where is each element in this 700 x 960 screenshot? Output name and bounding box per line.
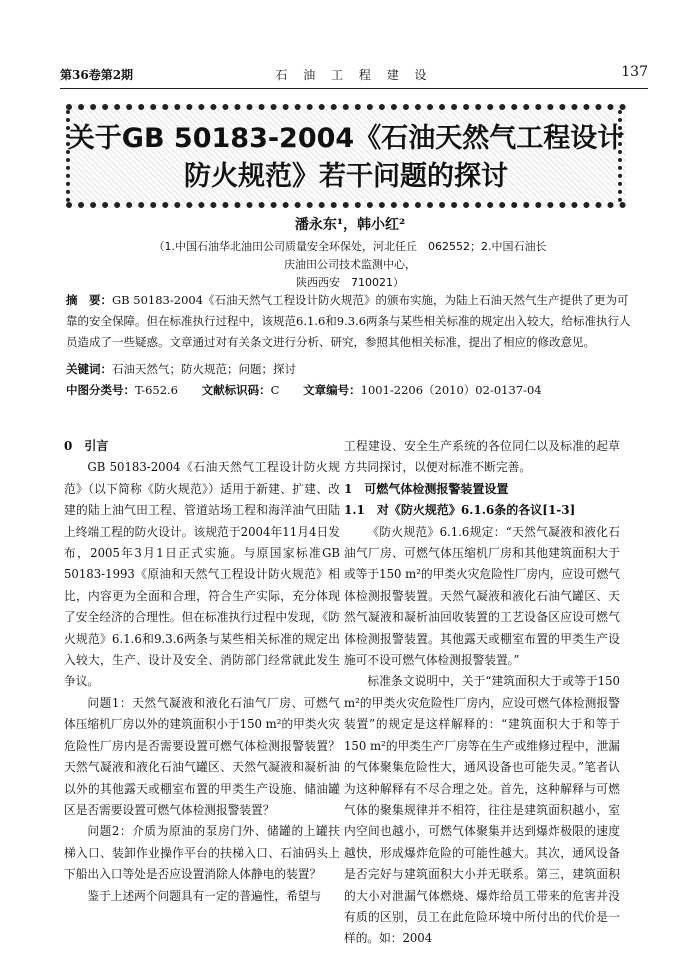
author-list: 潘永东¹，韩小红²: [294, 217, 406, 233]
clc-value: T-652.6: [135, 383, 178, 397]
affiliation: [150, 238, 550, 292]
header-rule: [60, 88, 648, 89]
right-column: [344, 436, 620, 950]
paragraph: 问题1：天然气凝液和液化石油气厂房、可燃气体压缩机厂房以外的建筑面积小于150 m²的甲类火灾危险性厂房内是否需要设置可燃气体检测报警装置？天然气凝液和液化石油气罐区、天然气凝液和凝析油以外的其他露天或棚室布置的甲类生产设施、储油罐区是否需要设置可燃气体检测报警装置？: [64, 695, 340, 817]
paragraph: 标准条文说明中，关于“建筑面积大于或等于150 m²的甲类火灾危险性厂房内，应设可燃气体检测报警装置”的规定是这样解释的：“建筑面积大于和等于150 m²的甲类生产厂房等在生产或维修过程中，泄漏的气体聚集危险性大，通风设备也可能失灵。”笔者认为这种解释有不尽合理之处。首先，这种解释与可燃气体的聚集规律并不相符，往往是建筑面积越小，室内空间也越小，可燃气体聚集并达到爆炸极限的速度越快，形成爆炸危险的可能性越大。其次，通风设备是否完好与建筑面积大小并无联系。第三，建筑面积的大小对泄漏气体燃烧、爆炸给员工带来的危害并没有质的区别，员工在此危险环境中所付出的代价是一样的。如：2004: [344, 674, 620, 946]
section-1-1-heading: 1.1 对《防火规范》6.1.6条的各议[1-3]: [344, 503, 576, 518]
paragraph: 工程建设、安全生产系统的各位同仁以及标准的起草方共同探讨，以便对标准不断完善。: [344, 439, 620, 475]
doc-code-label: 文献标识码：: [201, 383, 271, 397]
title-banner: [66, 104, 626, 208]
journal-name: 石 油 工 程 建 设: [275, 68, 433, 82]
abstract: [66, 290, 632, 353]
article-no-value: 1001-2206（2010）02-0137-04: [360, 383, 542, 397]
keywords-text: 石油天然气；防火规范；问题；探讨: [112, 362, 296, 376]
section-0-heading: 0 引言: [64, 439, 109, 453]
volume-issue: 第36卷第2期: [60, 68, 134, 82]
running-header: [60, 64, 648, 86]
affiliation-line-1: （1.中国石油华北油田公司质量安全环保处，河北任丘 062552；2.中国石油长庆油田公司技术监测中心，: [153, 240, 547, 271]
affiliation-line-2: 陕西西安 710021）: [296, 276, 404, 289]
abstract-label: 摘 要：: [66, 293, 112, 307]
keywords: [66, 361, 632, 377]
paragraph: 问题2：介质为原油的泵房门外、储罐的上罐扶梯入口、装卸作业操作平台的扶梯入口、石油码头上下船出入口等处是否应设置消除人体静电的装置？: [64, 824, 340, 882]
doc-code-value: C: [270, 383, 280, 397]
page-number: 137: [621, 64, 648, 80]
classification-line: [66, 382, 632, 398]
abstract-text: GB 50183-2004《石油天然气工程设计防火规范》的颁布实施，为陆上石油天然气生产提供了更为可靠的安全保障。但在标准执行过程中，该规范6.1.6和9.3.6两条与某些相关标准的规定出入较大，给标准执行人员造成了一些疑惑。文章通过对有关条文进行分析、研究，参照其他相关标准，提出了相应的修改意见。: [66, 293, 631, 349]
title-line-1: 关于GB 50183-2004《石油天然气工程设计: [67, 123, 625, 154]
paragraph: 《防火规范》6.1.6规定：“天然气凝液和液化石油气厂房、可燃气体压缩机厂房和其他建筑面积大于或等于150 m²的甲类火灾危险性厂房内，应设可燃气体检测报警装置。天然气凝液和液化石油气罐区、天然气凝液和凝析油回收装置的工艺设备区应设可燃气体检测报警装置。其他露天或棚室布置的甲类生产设施可不设可燃气体检测报警装置。”: [344, 524, 620, 668]
article-no-label: 文章编号：: [303, 383, 361, 397]
title-line-2: 防火规范》若干问题的探讨: [184, 161, 508, 192]
paragraph: 鉴于上述两个问题具有一定的普遍性，希望与: [87, 888, 322, 903]
keywords-label: 关键词：: [66, 362, 112, 376]
paragraph: GB 50183-2004《石油天然气工程设计防火规范》（以下简称《防火规范》）适用于新建、扩建、改建的陆上油气田工程、管道站场工程和海洋油气田陆上终端工程的防火设计。该规范于2004年11月4日发布，2005年3月1日正式实施。与原国家标准GB 50183-1993《原油和天然气工程设计防火规范》相比，内容更为全面和合理，符合生产实际，充分体现了安全经济的合理性。但在标准执行过程中发现，《防火规范》6.1.6和9.3.6两条与某些相关标准的规定出入较大，生产、设计及安全、消防部门经常就此发生争议。: [64, 460, 340, 689]
left-column: [64, 436, 340, 907]
clc-label: 中图分类号：: [66, 383, 135, 397]
section-1-heading: 1 可燃气体检测报警装置设置: [344, 481, 509, 496]
